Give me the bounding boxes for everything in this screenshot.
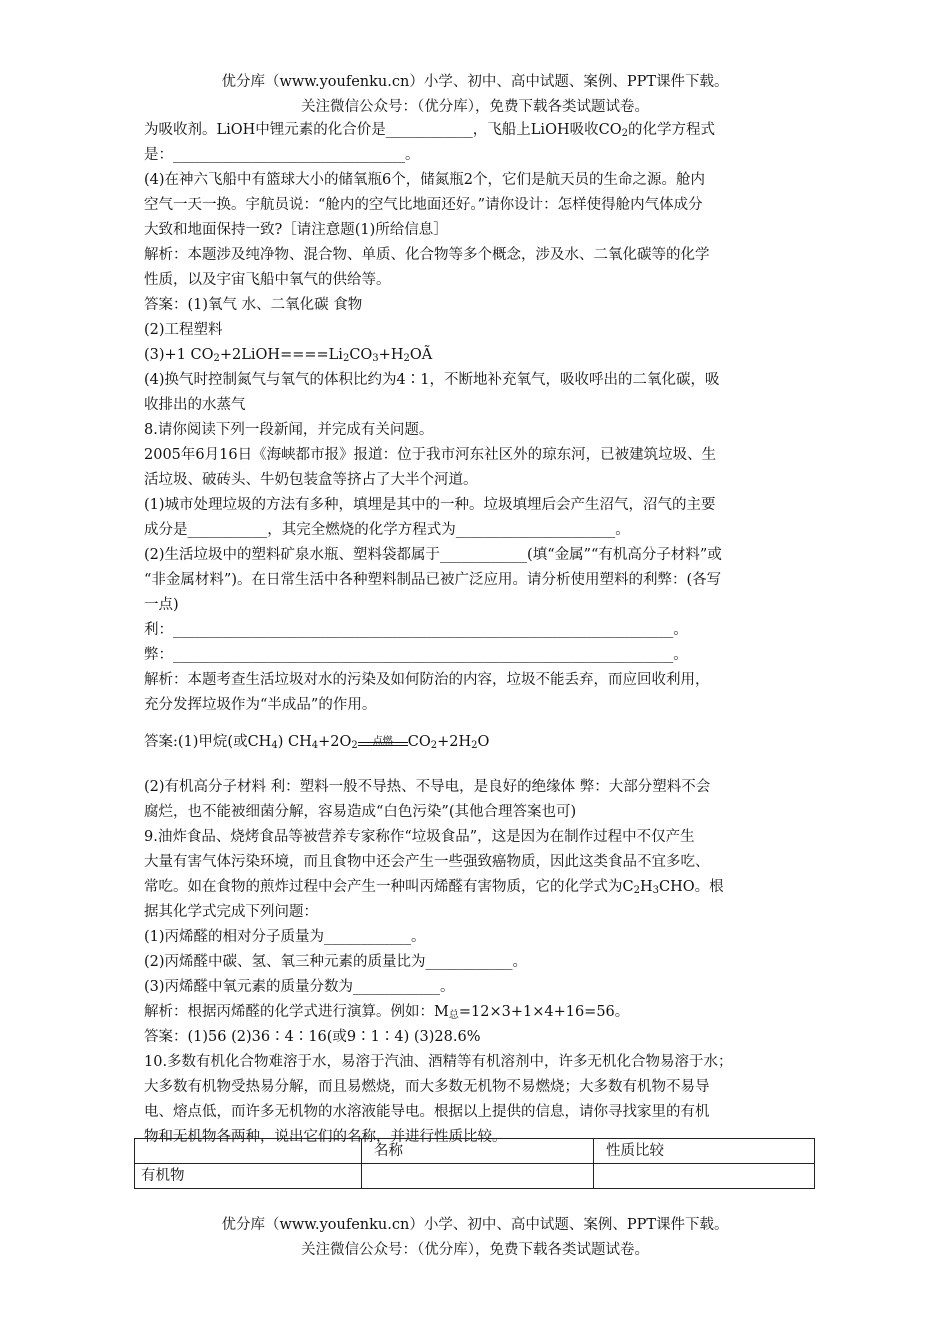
q8-part2: (2)生活垃圾中的塑料矿泉水瓶、塑料袋都属于____________(填“金属”“有机高分子材料”或 bbox=[144, 547, 722, 563]
q9-part2: (2)丙烯醛中碳、氢、氧三种元素的质量比为____________。 bbox=[144, 954, 528, 970]
table-row bbox=[135, 1164, 815, 1189]
q7-line: 为吸收剂。LiOH中锂元素的化合价是____________，飞船上LiOH吸收$CO_2$的化学方程式 bbox=[144, 122, 715, 139]
q10-text: 物和无机物各两种，说出它们的名称，并进行性质比较。 bbox=[144, 1129, 507, 1145]
q10-text: 电、熔点低，而许多无机物的水溶液能导电。根据以上提供的信息，请你寻找家里的有机 bbox=[144, 1104, 710, 1120]
q7-answer: (2)工程塑料 bbox=[144, 322, 223, 338]
table-cell[interactable] bbox=[362, 1164, 594, 1189]
q8-analysis: 解析：本题考查生活垃圾对水的污染及如何防治的内容，垃圾不能丢弃，而应回收利用， bbox=[144, 672, 710, 688]
table-row-label: 有机物 bbox=[135, 1164, 362, 1189]
q8-part2: 一点) bbox=[144, 597, 179, 613]
header-line-1: 优分库（www.youfenku.cn）小学、初中、高中试题、案例、PPT课件下载。 bbox=[221, 74, 729, 90]
q7-part4: (4)在神六飞船中有篮球大小的储氧瓶6个，储氮瓶2个，它们是航天员的生命之源。舱内 bbox=[144, 172, 705, 188]
q8-analysis: 充分发挥垃圾作为“半成品”的作用。 bbox=[144, 697, 377, 713]
reaction-condition: 点燃 bbox=[358, 740, 408, 746]
q9-answer: 答案：(1)56 (2)36∶4∶16(或9∶1∶4) (3)28.6% bbox=[144, 1029, 481, 1045]
q7-analysis: 解析：本题涉及纯净物、混合物、单质、化合物等多个概念，涉及水、二氧化碳等的化学 bbox=[144, 247, 710, 263]
q7-line: 是：________________________________。 bbox=[144, 147, 420, 163]
footer-line-2: 关注微信公众号：（优分库），免费下载各类试题试卷。 bbox=[301, 1242, 649, 1258]
q9-text: 9.油炸食品、烧烤食品等被营养专家称作“垃圾食品”，这是因为在制作过程中不仅产生 bbox=[144, 829, 695, 845]
table-cell[interactable] bbox=[594, 1164, 815, 1189]
q8-part1: (1)城市处理垃圾的方法有多种，填埋是其中的一种。垃圾填埋后会产生沼气，沼气的主要 bbox=[144, 497, 716, 513]
q8-answer: 腐烂，也不能被细菌分解，容易造成“白色污染”(其他合理答案也可) bbox=[144, 804, 577, 820]
page-header bbox=[0, 70, 950, 120]
q7-answer: 收排出的水蒸气 bbox=[144, 397, 246, 413]
table-header-row bbox=[135, 1139, 815, 1164]
q9-text: 据其化学式完成下列问题： bbox=[144, 904, 318, 920]
q9-part3: (3)丙烯醛中氧元素的质量分数为____________。 bbox=[144, 979, 455, 995]
q8-part1: 成分是___________，其完全燃烧的化学方程式为______________________。 bbox=[144, 522, 630, 538]
q8-part2: “非金属材料”)。在日常生活中各种塑料制品已被广泛应用。请分析使用塑料的利弊：(各写 bbox=[144, 572, 722, 588]
q7-answer: 答案：(1)氧气 水、二氧化碳 食物 bbox=[144, 297, 363, 313]
page-footer bbox=[0, 1213, 950, 1263]
document-body bbox=[144, 118, 814, 1150]
header-line-2: 关注微信公众号：（优分库），免费下载各类试题试卷。 bbox=[301, 99, 649, 115]
q8-advantage: 利：_____________________________________________________________________。 bbox=[144, 622, 688, 638]
q9-part1: (1)丙烯醛的相对分子质量为____________。 bbox=[144, 929, 426, 945]
q7-part4: 大致和地面保持一致?［请注意题(1)所给信息］ bbox=[144, 222, 448, 238]
q10-text: 10.多数有机化合物难溶于水，易溶于汽油、酒精等有机溶剂中，许多无机化合物易溶于水； bbox=[144, 1054, 733, 1070]
table-header-name: 名称 bbox=[362, 1139, 594, 1164]
q9-text: 大量有害气体污染环境，而且食物中还会产生一些强致癌物质，因此这类食品不宜多吃、 bbox=[144, 854, 710, 870]
table-cell bbox=[135, 1139, 362, 1164]
table-header-property: 性质比较 bbox=[594, 1139, 815, 1164]
footer-line-1: 优分库（www.youfenku.cn）小学、初中、高中试题、案例、PPT课件下载。 bbox=[221, 1217, 729, 1233]
q7-answer-equation: (3)+1 $CO_2+2LiOH====Li_2CO_3+H_2OÃ$ bbox=[144, 347, 433, 364]
q9-text: 常吃。如在食物的煎炸过程中会产生一种叫丙烯醛有害物质，它的化学式为$C_2H_3CHO$。根 bbox=[144, 879, 724, 896]
q8-news: 2005年6月16日《海峡都市报》报道：位于我市河东社区外的琼东河，已被建筑垃圾、生 bbox=[144, 447, 717, 463]
q8-disadvantage: 弊：_____________________________________________________________________。 bbox=[144, 647, 688, 663]
q8-answer-equation: 答案:(1)甲烷(或$CH_4$) $CH_4+2O_2$ 点燃 $CO_2+2H_2O$ bbox=[144, 734, 490, 751]
q10-text: 大多数有机物受热易分解，而且易燃烧，而大多数无机物不易燃烧；大多数有机物不易导 bbox=[144, 1079, 710, 1095]
q9-analysis: 解析：根据丙烯醛的化学式进行演算。例如：$M_总=12\times 3+1\times 4+16=56$。 bbox=[144, 1004, 630, 1021]
q7-analysis: 性质，以及宇宙飞船中氧气的供给等。 bbox=[144, 272, 391, 288]
q7-answer: (4)换气时控制氮气与氧气的体积比约为4∶1，不断地补充氧气，吸收呼出的二氧化碳，吸 bbox=[144, 372, 720, 388]
comparison-table bbox=[134, 1138, 815, 1189]
q8-news: 活垃圾、破砖头、牛奶包装盒等挤占了大半个河道。 bbox=[144, 472, 478, 488]
q8-title: 8.请你阅读下列一段新闻，并完成有关问题。 bbox=[144, 422, 434, 438]
q8-answer: (2)有机高分子材料 利：塑料一般不导热、不导电，是良好的绝缘体 弊：大部分塑料不会 bbox=[144, 779, 711, 795]
q7-part4: 空气一天一换。宇航员说：“舱内的空气比地面还好。”请你设计：怎样使得舱内气体成分 bbox=[144, 197, 703, 213]
